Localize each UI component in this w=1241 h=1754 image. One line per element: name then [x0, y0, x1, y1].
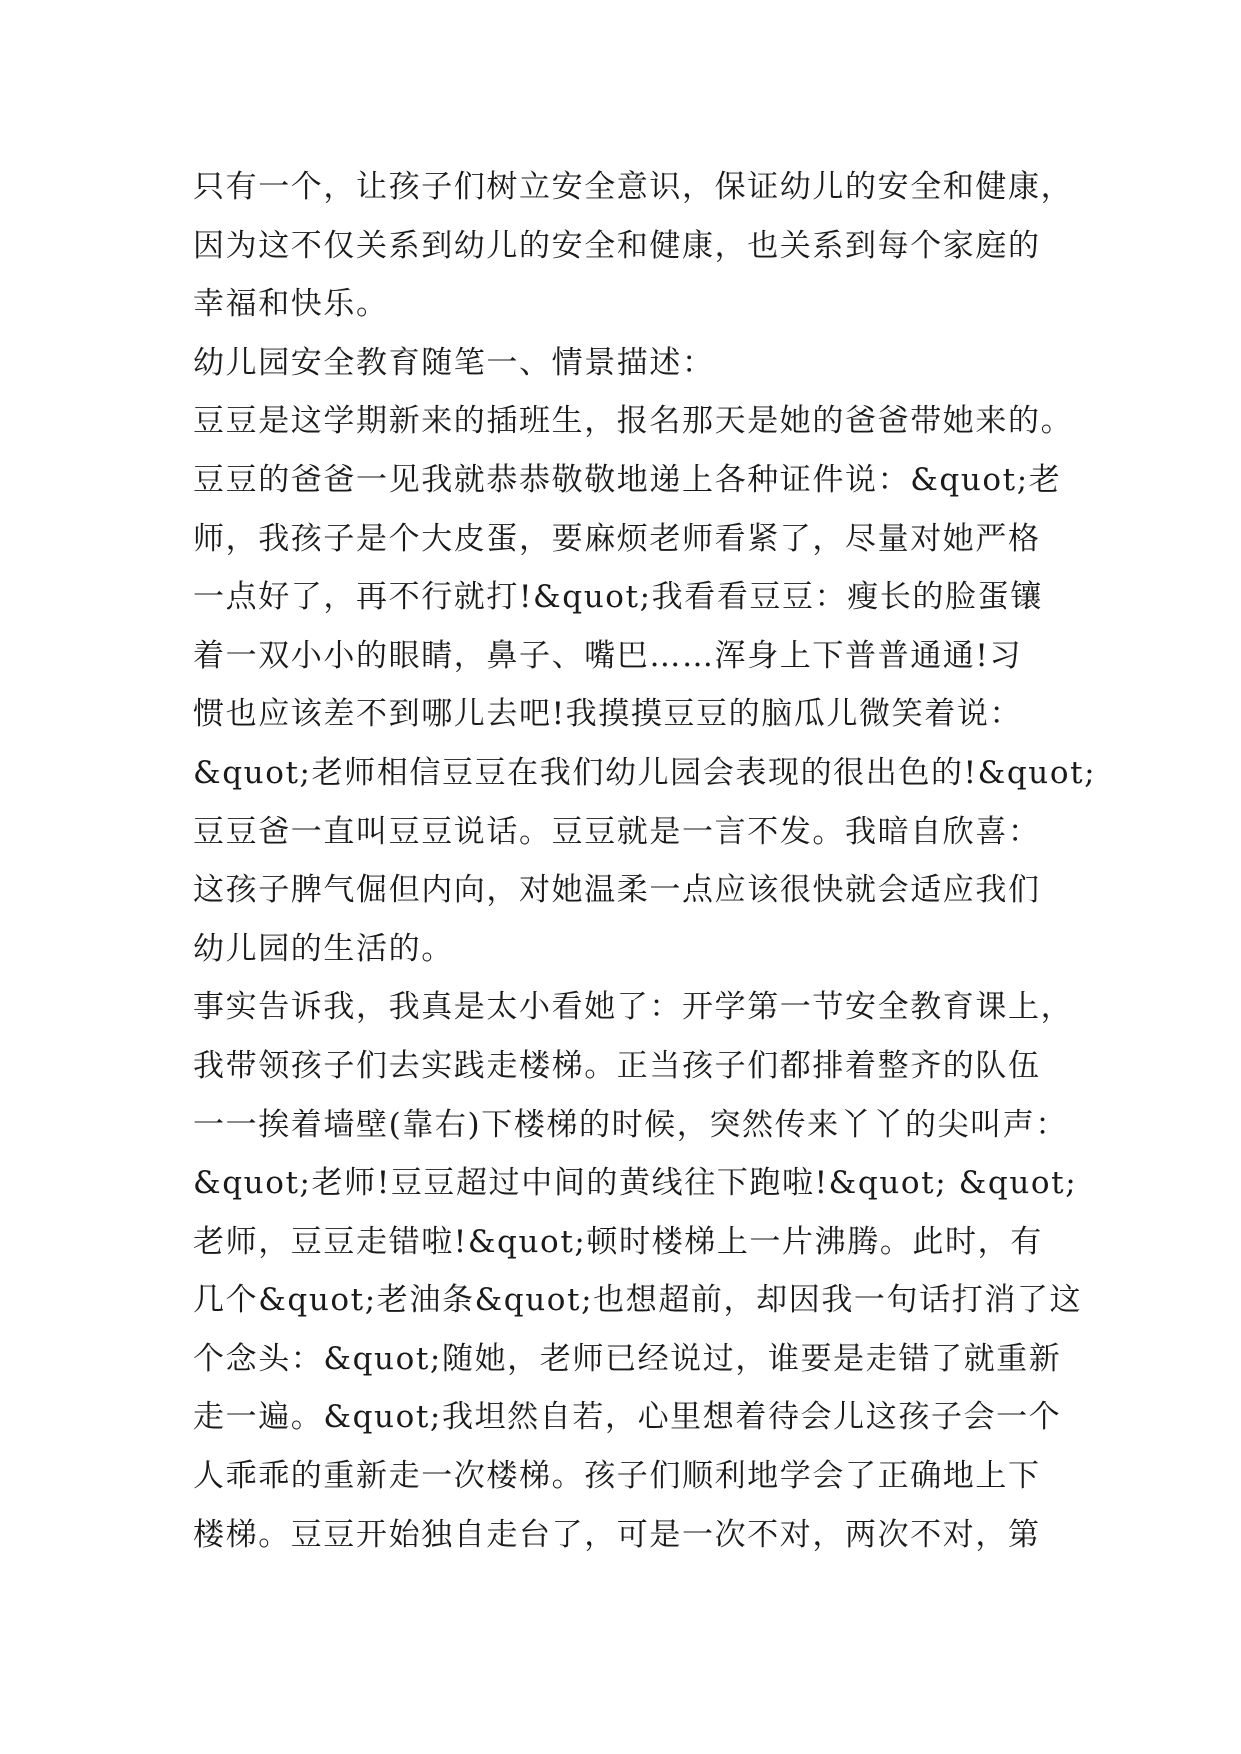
body-text [193, 158, 1097, 1564]
text-line: 惯也应该差不到哪儿去吧!我摸摸豆豆的脑瓜儿微笑着说： [193, 696, 1023, 733]
text-line: 豆豆的爸爸一见我就恭恭敬敬地递上各种证件说：&quot;老 [193, 461, 1062, 498]
text-line: 幼儿园的生活的。 [193, 930, 454, 967]
text-line: &quot;老师!豆豆超过中间的黄线往下跑啦!&quot; &quot; [193, 1165, 1078, 1202]
text-line: 师，我孩子是个大皮蛋，要麻烦老师看紧了，尽量对她严格 [193, 520, 1041, 557]
text-line: 几个&quot;老油条&quot;也想超前，却因我一句话打消了这 [193, 1282, 1083, 1319]
text-line: 事实告诉我，我真是太小看她了：开学第一节安全教育课上， [193, 989, 1074, 1026]
text-line: 豆豆爸一直叫豆豆说话。豆豆就是一言不发。我暗自欣喜： [193, 813, 1041, 850]
text-line: 只有一个，让孩子们树立安全意识，保证幼儿的安全和健康， [193, 169, 1074, 205]
text-line: 楼梯。豆豆开始独自走台了，可是一次不对，两次不对，第 [193, 1516, 1041, 1553]
text-line: &quot;老师相信豆豆在我们幼儿园会表现的很出色的!&quot; [193, 754, 1097, 791]
text-line: 老师，豆豆走错啦!&quot;顿时楼梯上一片沸腾。此时，有 [193, 1223, 1043, 1260]
text-line: 我带领孩子们去实践走楼梯。正当孩子们都排着整齐的队伍 [193, 1047, 1041, 1084]
text-line: 这孩子脾气倔但内向，对她温柔一点应该很快就会适应我们 [193, 872, 1041, 909]
text-line: 个念头：&quot;随她，老师已经说过，谁要是走错了就重新 [193, 1340, 1062, 1377]
text-line: 一点好了，再不行就打!&quot;我看看豆豆：瘦长的脸蛋镶 [193, 579, 1043, 616]
text-line: 因为这不仅关系到幼儿的安全和健康，也关系到每个家庭的 [193, 227, 1041, 264]
text-line: 一一挨着墙壁(靠右)下楼梯的时候，突然传来丫丫的尖叫声： [193, 1106, 1068, 1143]
text-line: 走一遍。&quot;我坦然自若，心里想着待会儿这孩子会一个 [193, 1399, 1062, 1436]
text-line: 幸福和快乐。 [193, 286, 389, 323]
text-line: 人乖乖的重新走一次楼梯。孩子们顺利地学会了正确地上下 [193, 1458, 1041, 1495]
text-line: 豆豆是这学期新来的插班生，报名那天是她的爸爸带她来的。 [193, 403, 1074, 440]
section-heading: 幼儿园安全教育随笔一、情景描述： [193, 344, 715, 381]
text-line: 着一双小小的眼睛，鼻子、嘴巴……浑身上下普普通通!习 [193, 637, 1023, 674]
